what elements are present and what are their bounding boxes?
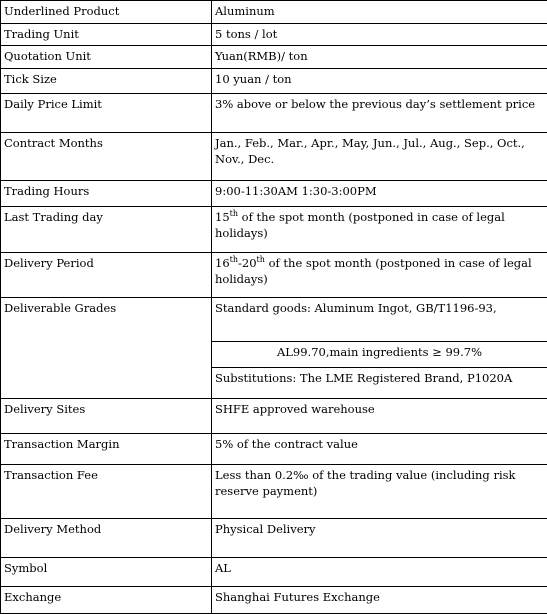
start-day: 16 [215,255,230,270]
row-value: AL [212,558,547,587]
day-number: 15 [215,210,230,225]
row-label: Delivery Period [1,252,212,297]
row-value: 5 tons / lot [212,23,547,46]
row-label: Delivery Method [1,518,212,557]
row-value [212,207,547,252]
row-label: Transaction Fee [1,465,212,519]
row-label: Contract Months [1,133,212,180]
table-row [1,93,547,132]
row-label: Daily Price Limit [1,93,212,132]
range-dash: - [238,255,242,270]
row-value: Physical Delivery [212,518,547,557]
row-label: Underlined Product [1,1,212,24]
table-row [1,587,547,614]
table-row [1,180,547,207]
row-label: Trading Unit [1,23,212,46]
row-label: Exchange [1,587,212,614]
table-row [1,46,547,69]
table-row [1,298,547,341]
row-label: Trading Hours [1,180,212,207]
table-row [1,69,547,94]
row-label: Transaction Margin [1,434,212,465]
row-label: Last Trading day [1,207,212,252]
table-row [1,558,547,587]
table-row [1,23,547,46]
row-value: SHFE approved warehouse [212,399,547,434]
row-value-standard: Standard goods: Aluminum Ingot, GB/T1196-93, [212,298,547,341]
row-value: 9:00-11:30AM 1:30-3:00PM [212,180,547,207]
row-value: Aluminum [212,1,547,24]
ordinal-suffix: th [229,254,239,264]
row-value [212,252,547,297]
row-label: Tick Size [1,69,212,94]
value-text: of the spot month (postponed in case of legal holidays) [215,210,505,241]
table-row [1,207,547,252]
table-row [1,133,547,180]
row-value-main-ingredients: AL99.70,main ingredients ≥ 99.7% [212,341,547,368]
row-value-substitutions: Substitutions: The LME Registered Brand, P1020A [212,368,547,399]
row-value: Less than 0.2‰ of the trading value (including risk reserve payment) [212,465,547,519]
end-day: 20 [241,255,257,270]
row-label: Delivery Sites [1,399,212,434]
row-value: Yuan(RMB)/ ton [212,46,547,69]
table-row [1,518,547,557]
table-row [1,1,547,24]
table-row [1,399,547,434]
row-label: Quotation Unit [1,46,212,69]
row-value: 10 yuan / ton [212,69,547,94]
table-row [1,434,547,465]
table-row [1,465,547,519]
row-value: Shanghai Futures Exchange [212,587,547,614]
row-value: Jan., Feb., Mar., Apr., May, Jun., Jul., Aug., Sep., Oct., Nov., Dec. [212,133,547,180]
table-row [1,252,547,297]
row-value: 3% above or below the previous day’s settlement price [212,93,547,132]
row-value: 5% of the contract value [212,434,547,465]
value-text: of the spot month (postponed in case of legal holidays) [215,255,532,286]
row-label: Deliverable Grades [1,298,212,399]
ordinal-suffix: th [229,209,239,219]
row-label: Symbol [1,558,212,587]
ordinal-suffix: th [256,254,265,264]
